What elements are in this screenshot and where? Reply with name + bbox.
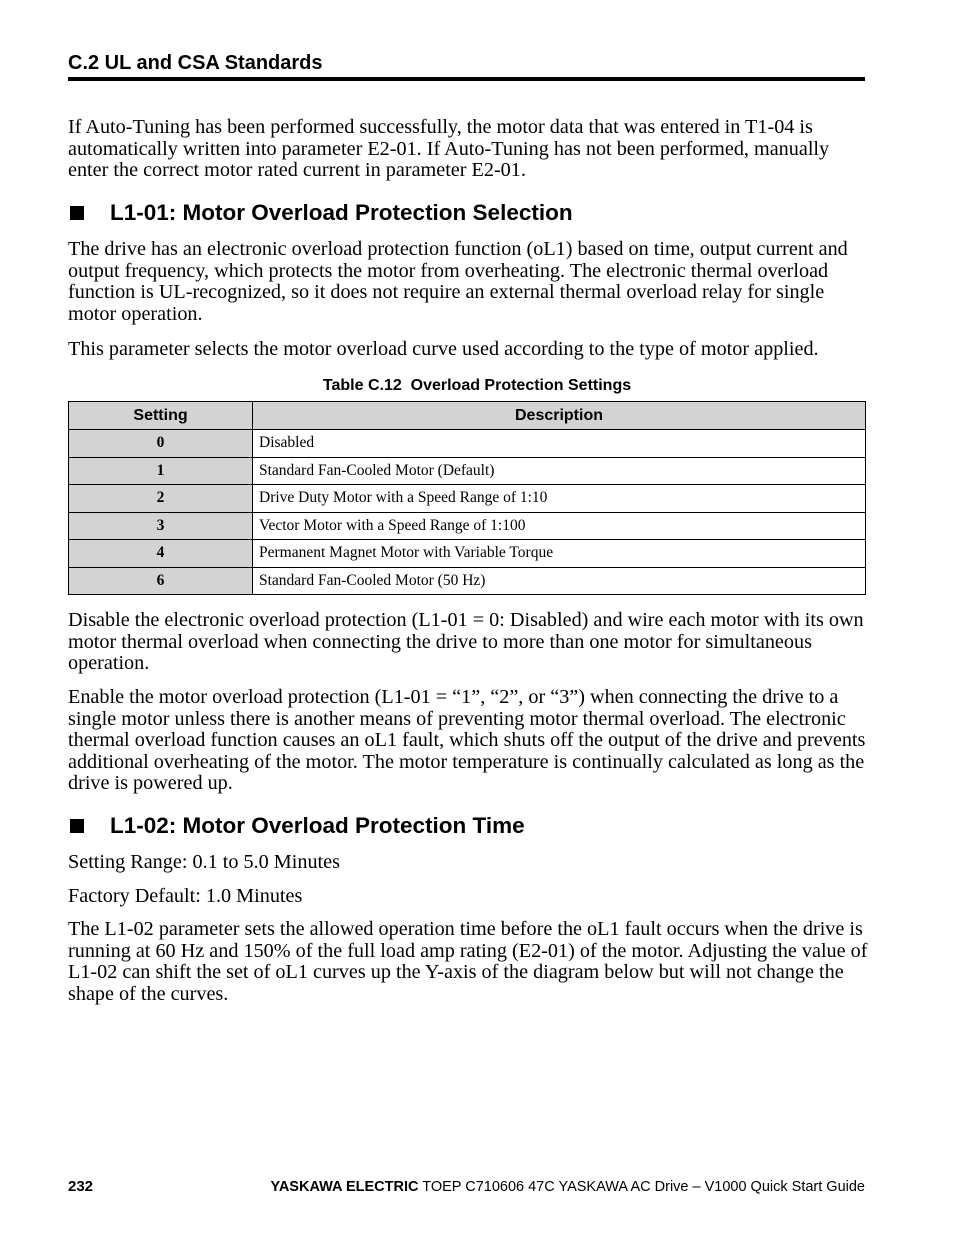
table-caption: Table C.12 Overload Protection Settings: [322, 377, 632, 394]
table-row: [69, 540, 866, 568]
heading-l1-02-text: L1-02: Motor Overload Protection Time: [110, 813, 525, 838]
table-header-row: [69, 402, 866, 430]
setting-description: Vector Motor with a Speed Range of 1:100: [253, 512, 866, 540]
column-header-setting: Setting: [69, 402, 253, 430]
setting-value: 6: [69, 567, 253, 595]
header-divider: [68, 77, 865, 81]
page-number: 232: [68, 1178, 94, 1195]
setting-value: 2: [69, 485, 253, 513]
setting-value: 4: [69, 540, 253, 568]
l1-01-paragraph-3: Disable the electronic overload protection (L1-01 = 0: Disabled) and wire each motor with its own motor thermal overload when connecting the drive to more than one motor for simultaneous operation.: [68, 609, 864, 675]
l1-02-setting-range: Setting Range: 0.1 to 5.0 Minutes: [68, 851, 340, 873]
footer-company: YASKAWA ELECTRIC: [270, 1179, 419, 1195]
square-bullet-icon: [70, 206, 84, 220]
heading-l1-01: [68, 200, 573, 226]
l1-01-paragraph-2: This parameter selects the motor overload curve used according to the type of motor applied.: [68, 338, 819, 360]
table-row: [69, 512, 866, 540]
overload-settings-table: [68, 401, 866, 595]
setting-description: Drive Duty Motor with a Speed Range of 1:10: [253, 485, 866, 513]
l1-01-paragraph-1: The drive has an electronic overload protection function (oL1) based on time, output current and output frequency, which protects the motor from overheating. The electronic thermal overload function is UL-recognized, so it does not require an external thermal overload relay for single motor operation.: [68, 238, 848, 325]
l1-02-paragraph: The L1-02 parameter sets the allowed operation time before the oL1 fault occurs when the drive is running at 60 Hz and 150% of the full load amp rating (E2-01) of the motor. Adjusting the value of L1-02 can shift the set of oL1 curves up the Y-axis of the diagram below but will not change the shape of the curves.: [68, 918, 868, 1005]
table-row: [69, 485, 866, 513]
setting-value: 0: [69, 430, 253, 458]
table-row: [69, 457, 866, 485]
setting-description: Disabled: [253, 430, 866, 458]
setting-description: Standard Fan-Cooled Motor (Default): [253, 457, 866, 485]
setting-description: Permanent Magnet Motor with Variable Torque: [253, 540, 866, 568]
footer-document-title: TOEP C710606 47C YASKAWA AC Drive – V1000 Quick Start Guide: [422, 1179, 865, 1195]
footer-document-info: [270, 1179, 865, 1195]
table-row: [69, 567, 866, 595]
l1-02-factory-default: Factory Default: 1.0 Minutes: [68, 885, 303, 907]
setting-value: 1: [69, 457, 253, 485]
setting-description: Standard Fan-Cooled Motor (50 Hz): [253, 567, 866, 595]
heading-l1-01-text: L1-01: Motor Overload Protection Selection: [110, 200, 573, 225]
section-header-title: C.2 UL and CSA Standards: [68, 52, 323, 74]
l1-01-paragraph-4: Enable the motor overload protection (L1-01 = “1”, “2”, or “3”) when connecting the drive to a single motor unless there is another means of preventing motor thermal overload. The electronic thermal overload function causes an oL1 fault, which shuts off the output of the drive and prevents additional overheating of the motor. The motor temperature is continually calculated as long as the drive is powered up.: [68, 686, 866, 795]
square-bullet-icon: [70, 819, 84, 833]
setting-value: 3: [69, 512, 253, 540]
table-row: [69, 430, 866, 458]
heading-l1-02: [68, 813, 525, 839]
intro-paragraph: If Auto-Tuning has been performed successfully, the motor data that was entered in T1-04 is automatically written into parameter E2-01. If Auto-Tuning has not been performed, manually enter the correct motor rated current in parameter E2-01.: [68, 116, 830, 182]
column-header-description: Description: [253, 402, 866, 430]
